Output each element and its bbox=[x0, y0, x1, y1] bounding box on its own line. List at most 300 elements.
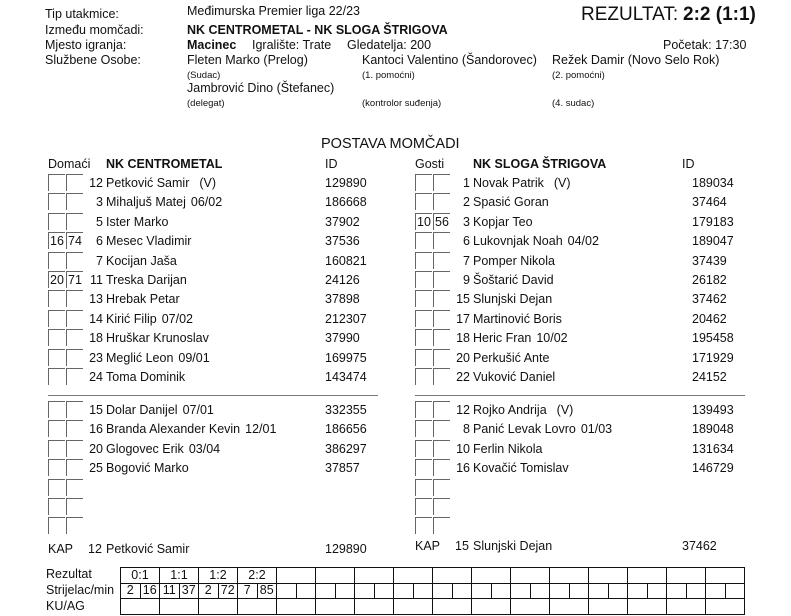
player-number: 6 bbox=[463, 234, 470, 249]
player-name bbox=[473, 215, 533, 229]
minute-box[interactable]: 71 bbox=[68, 273, 82, 287]
goal-score-cell: 0:1 bbox=[121, 568, 160, 584]
minute-box[interactable] bbox=[66, 401, 83, 418]
minute-box[interactable]: 56 bbox=[435, 214, 449, 229]
player-id: 37902 bbox=[325, 214, 360, 229]
event-box[interactable] bbox=[415, 479, 432, 496]
goal-score-cell bbox=[706, 568, 745, 584]
home-captain-number: 12 bbox=[88, 542, 102, 556]
player-name-text: Vuković Daniel bbox=[473, 370, 556, 384]
away-captain-name: Slunjski Dejan bbox=[473, 539, 553, 553]
player-extra: 06/02 bbox=[190, 195, 223, 210]
player-name-text: Hruškar Krunoslav bbox=[106, 331, 209, 346]
match-type: Međimurska Premier liga 22/23 bbox=[187, 4, 360, 18]
pitch: Igralište: Trate bbox=[252, 38, 332, 52]
player-id: 37536 bbox=[325, 234, 360, 249]
scorer-number bbox=[433, 584, 453, 599]
player-name bbox=[106, 273, 187, 287]
goal-minute: 37 bbox=[181, 582, 196, 597]
goal-minute bbox=[453, 584, 472, 599]
player-id: 186668 bbox=[325, 195, 367, 210]
minute-box[interactable] bbox=[433, 232, 450, 249]
scorer-number: 7 bbox=[238, 584, 258, 599]
minute-box[interactable] bbox=[66, 174, 83, 191]
scorer-number bbox=[355, 584, 375, 599]
player-id: 143474 bbox=[325, 370, 367, 384]
player-name bbox=[106, 215, 169, 229]
goal-kuag-cell bbox=[160, 599, 199, 615]
event-box[interactable] bbox=[48, 420, 65, 437]
player-extra: (V) bbox=[553, 176, 571, 190]
event-box[interactable] bbox=[415, 440, 432, 457]
player-name bbox=[473, 273, 554, 287]
player-name-text: Branda Alexander Kevin bbox=[106, 422, 241, 437]
event-box[interactable] bbox=[415, 290, 432, 307]
player-extra: 07/01 bbox=[182, 403, 214, 417]
venue-town: Macinec bbox=[187, 38, 237, 52]
scorer-number bbox=[472, 584, 492, 599]
minute-box[interactable] bbox=[66, 368, 83, 385]
player-name-text: Kopjar Teo bbox=[473, 214, 533, 229]
minute-box[interactable] bbox=[66, 459, 83, 476]
event-box[interactable] bbox=[415, 232, 432, 249]
scorer-minute-split bbox=[511, 584, 549, 599]
goal-score-cell bbox=[433, 568, 472, 584]
player-number: 23 bbox=[89, 350, 103, 365]
scorer-minute-split bbox=[550, 584, 588, 599]
player-number: 24 bbox=[89, 370, 103, 384]
event-box[interactable] bbox=[415, 459, 432, 476]
goal-minute bbox=[414, 584, 433, 599]
player-number: 22 bbox=[456, 370, 470, 384]
player-id: 171929 bbox=[692, 350, 734, 365]
teams-label: Između momčadi: bbox=[45, 23, 144, 37]
scorer-minute-split bbox=[667, 584, 705, 599]
player-name-text: Kovačić Tomislav bbox=[473, 461, 569, 476]
goal-scorer-cell bbox=[277, 583, 316, 599]
player-number: 1 bbox=[463, 176, 470, 190]
player-extra: 03/04 bbox=[188, 441, 221, 456]
player-id: 26182 bbox=[692, 273, 727, 287]
player-name bbox=[106, 351, 210, 365]
minute-box[interactable] bbox=[433, 479, 450, 496]
player-id: 131634 bbox=[692, 441, 734, 456]
player-id: 146729 bbox=[692, 461, 734, 476]
goal-minute bbox=[375, 584, 394, 599]
minute-box[interactable] bbox=[433, 440, 450, 457]
away-captain-id: 37462 bbox=[682, 539, 717, 553]
player-number: 18 bbox=[456, 331, 470, 346]
player-number: 18 bbox=[89, 331, 103, 346]
goals-row-label: KU/AG bbox=[46, 599, 85, 613]
minute-box[interactable] bbox=[66, 479, 83, 496]
player-number: 12 bbox=[89, 176, 103, 190]
event-box[interactable] bbox=[48, 213, 65, 230]
scorer-number: 11 bbox=[160, 584, 180, 599]
event-box[interactable]: 10 bbox=[417, 214, 431, 229]
player-extra: 01/03 bbox=[580, 422, 613, 437]
player-name-text: Martinović Boris bbox=[473, 311, 562, 326]
event-box[interactable] bbox=[48, 459, 65, 476]
player-name bbox=[473, 312, 562, 326]
event-box[interactable] bbox=[415, 401, 432, 418]
minute-box[interactable] bbox=[66, 252, 83, 269]
player-name-text: Ister Marko bbox=[106, 214, 169, 229]
goal-kuag-cell bbox=[238, 599, 277, 615]
scorer-number bbox=[550, 584, 570, 599]
goal-kuag-cell bbox=[277, 599, 316, 615]
event-box[interactable] bbox=[415, 368, 432, 385]
goal-kuag-cell bbox=[511, 599, 550, 615]
player-number: 16 bbox=[456, 461, 470, 476]
player-number: 16 bbox=[89, 422, 103, 437]
result-label: REZULTAT: bbox=[581, 4, 679, 25]
scorer-minute-split bbox=[706, 584, 744, 599]
player-id: 212307 bbox=[325, 311, 367, 326]
event-box[interactable] bbox=[48, 193, 65, 210]
player-name bbox=[106, 176, 216, 190]
minute-box[interactable] bbox=[433, 174, 450, 191]
player-number: 13 bbox=[89, 292, 103, 307]
spectators: Gledatelja: 200 bbox=[347, 38, 432, 52]
scorer-minute-split bbox=[355, 584, 393, 599]
player-name bbox=[473, 254, 555, 268]
goal-minute bbox=[648, 584, 667, 599]
goal-kuag-cell bbox=[472, 599, 511, 615]
official-role: (Sudac) bbox=[187, 70, 221, 81]
event-box[interactable] bbox=[48, 349, 65, 366]
player-extra: 10/02 bbox=[536, 331, 568, 346]
player-number: 15 bbox=[89, 403, 103, 417]
player-id: 179183 bbox=[692, 214, 734, 229]
minute-box[interactable] bbox=[66, 349, 83, 366]
event-box[interactable] bbox=[415, 329, 432, 346]
player-name bbox=[106, 234, 191, 248]
home-id-header: ID bbox=[325, 157, 338, 171]
player-number: 10 bbox=[456, 441, 470, 456]
goal-scorer-cell bbox=[511, 583, 550, 599]
player-id: 189034 bbox=[692, 176, 734, 190]
goal-minute bbox=[726, 584, 745, 599]
event-box[interactable] bbox=[48, 479, 65, 496]
player-number: 15 bbox=[456, 292, 470, 307]
minute-box[interactable] bbox=[66, 193, 83, 210]
result-value: 2:2 (1:1) bbox=[683, 4, 756, 25]
player-name bbox=[473, 176, 571, 190]
goal-score-cell bbox=[472, 568, 511, 584]
goal-scorer-cell bbox=[628, 583, 667, 599]
goal-minute bbox=[336, 584, 355, 599]
player-name-text: Kocijan Jaša bbox=[106, 253, 177, 268]
goal-score-cell bbox=[277, 568, 316, 584]
lineup-title: POSTAVA MOMČADI bbox=[321, 136, 460, 152]
player-number: 20 bbox=[456, 350, 470, 365]
official-name: Kantoci Valentino (Šandorovec) bbox=[362, 53, 537, 67]
player-id: 386297 bbox=[325, 441, 367, 456]
scorer-number bbox=[277, 584, 297, 599]
scorer-minute-split bbox=[472, 584, 510, 599]
event-box[interactable]: 20 bbox=[50, 273, 64, 287]
player-id: 37464 bbox=[692, 195, 727, 210]
goal-scorer-cell bbox=[433, 583, 472, 599]
player-number: 25 bbox=[89, 461, 103, 476]
away-captain-label: KAP bbox=[415, 539, 441, 553]
scorer-minute-split bbox=[238, 584, 276, 599]
player-id: 139493 bbox=[692, 403, 734, 417]
scorer-number bbox=[628, 584, 648, 599]
player-name-text: Hrebak Petar bbox=[106, 292, 180, 307]
goal-score-cell bbox=[316, 568, 355, 584]
official-role: (1. pomoćni) bbox=[362, 70, 415, 81]
home-side-label: Domaći bbox=[48, 157, 91, 171]
event-box[interactable] bbox=[415, 271, 432, 288]
home-captain-id: 129890 bbox=[325, 542, 367, 556]
player-id: 37439 bbox=[692, 253, 727, 268]
goal-score-cell: 1:1 bbox=[160, 568, 199, 584]
player-name-text: Mihaljuš Matej bbox=[106, 195, 186, 210]
player-name bbox=[106, 312, 193, 326]
player-number: 2 bbox=[463, 195, 470, 210]
goal-minute: 16 bbox=[142, 582, 157, 597]
minute-box[interactable] bbox=[66, 498, 83, 515]
minute-box[interactable] bbox=[433, 420, 450, 437]
goal-score-cell: 2:2 bbox=[238, 568, 277, 584]
player-id: 332355 bbox=[325, 403, 367, 417]
player-name-text: Pomper Nikola bbox=[473, 253, 555, 268]
event-box[interactable] bbox=[48, 310, 65, 327]
event-box[interactable] bbox=[48, 290, 65, 307]
home-divider bbox=[48, 395, 378, 396]
goal-scorer-cell bbox=[667, 583, 706, 599]
goal-minute bbox=[297, 584, 316, 599]
event-box[interactable] bbox=[48, 401, 65, 418]
event-box[interactable] bbox=[415, 252, 432, 269]
player-id: 186656 bbox=[325, 422, 367, 437]
event-box[interactable] bbox=[415, 420, 432, 437]
minute-box[interactable] bbox=[66, 420, 83, 437]
goal-scorer-cell bbox=[121, 583, 160, 599]
away-team-name: NK SLOGA ŠTRIGOVA bbox=[473, 157, 607, 171]
scorer-minute-split bbox=[394, 584, 432, 599]
event-box[interactable] bbox=[415, 349, 432, 366]
minute-box[interactable] bbox=[433, 329, 450, 346]
event-box[interactable] bbox=[48, 517, 65, 534]
goal-kuag-cell bbox=[121, 599, 160, 615]
kickoff-time: Početak: 17:30 bbox=[663, 38, 747, 52]
goal-scorer-cell bbox=[472, 583, 511, 599]
goal-kuag-cell bbox=[433, 599, 472, 615]
player-number: 3 bbox=[463, 214, 470, 229]
goals-row-label: Rezultat bbox=[46, 567, 92, 581]
goal-scorer-cell bbox=[199, 583, 238, 599]
goal-kuag-cell bbox=[667, 599, 706, 615]
home-captain-label: KAP bbox=[48, 542, 74, 556]
goal-scorer-cell bbox=[394, 583, 433, 599]
minute-box[interactable] bbox=[66, 329, 83, 346]
minute-box[interactable] bbox=[433, 252, 450, 269]
event-box[interactable] bbox=[48, 174, 65, 191]
minute-box[interactable] bbox=[66, 517, 83, 534]
event-box[interactable] bbox=[415, 174, 432, 191]
goal-minute: 72 bbox=[220, 582, 235, 597]
scorer-minute-split bbox=[277, 584, 315, 599]
goal-kuag-cell bbox=[628, 599, 667, 615]
player-name-text: Heric Fran bbox=[473, 331, 532, 346]
player-number: 5 bbox=[96, 214, 103, 229]
player-name bbox=[473, 331, 568, 345]
player-name bbox=[473, 461, 569, 475]
player-name bbox=[106, 292, 180, 306]
player-number: 3 bbox=[96, 195, 103, 210]
player-name-text: Dolar Danijel bbox=[106, 403, 178, 417]
home-captain-name: Petković Samir bbox=[106, 542, 190, 556]
player-name-text: Treska Darijan bbox=[106, 273, 187, 287]
player-id: 37898 bbox=[325, 292, 360, 307]
goal-score-cell bbox=[550, 568, 589, 584]
event-box[interactable] bbox=[48, 252, 65, 269]
scorer-minute-split bbox=[199, 584, 237, 599]
player-id: 24152 bbox=[692, 370, 727, 384]
player-name-text: Petković Samir bbox=[106, 176, 190, 190]
venue-label: Mjesto igranja: bbox=[45, 38, 127, 52]
player-number: 8 bbox=[463, 422, 470, 437]
away-id-header: ID bbox=[682, 157, 695, 171]
scorer-number bbox=[316, 584, 336, 599]
goal-minute bbox=[687, 584, 706, 599]
goal-score-cell: 1:2 bbox=[199, 568, 238, 584]
player-name-text: Spasić Goran bbox=[473, 195, 549, 210]
player-name bbox=[473, 442, 542, 456]
event-box[interactable]: 16 bbox=[50, 234, 64, 249]
player-name-text: Glogovec Erik bbox=[106, 441, 184, 456]
official-role: (kontrolor suđenja) bbox=[362, 98, 442, 109]
event-box[interactable] bbox=[48, 498, 65, 515]
minute-box[interactable] bbox=[66, 440, 83, 457]
minute-box[interactable] bbox=[433, 349, 450, 366]
goal-scorer-cell bbox=[706, 583, 745, 599]
player-name bbox=[473, 351, 549, 365]
event-box[interactable] bbox=[415, 498, 432, 515]
minute-box[interactable] bbox=[66, 310, 83, 327]
player-name bbox=[106, 254, 177, 268]
player-name bbox=[106, 461, 189, 475]
player-number: 12 bbox=[456, 403, 470, 417]
scorer-number: 2 bbox=[121, 584, 141, 599]
goal-scorer-cell bbox=[316, 583, 355, 599]
match-teams: NK CENTROMETAL - NK SLOGA ŠTRIGOVA bbox=[187, 23, 448, 37]
minute-box[interactable] bbox=[433, 459, 450, 476]
goal-scorer-cell bbox=[238, 583, 277, 599]
event-box[interactable] bbox=[48, 440, 65, 457]
minute-box[interactable]: 74 bbox=[68, 234, 82, 249]
player-name-text: Rojko Andrija bbox=[473, 403, 547, 417]
player-name-text: Šoštarić David bbox=[473, 273, 554, 287]
player-name-text: Novak Patrik bbox=[473, 176, 544, 190]
player-id: 129890 bbox=[325, 176, 367, 190]
player-id: 160821 bbox=[325, 253, 367, 268]
player-number: 17 bbox=[456, 311, 470, 326]
player-id: 195458 bbox=[692, 331, 734, 346]
goals-table bbox=[120, 567, 745, 615]
player-number: 7 bbox=[96, 253, 103, 268]
goal-kuag-cell bbox=[355, 599, 394, 615]
goal-kuag-cell bbox=[199, 599, 238, 615]
goal-score-cell bbox=[628, 568, 667, 584]
goal-scorer-cell bbox=[550, 583, 589, 599]
minute-box[interactable] bbox=[66, 213, 83, 230]
player-name bbox=[473, 195, 549, 209]
event-box[interactable] bbox=[48, 329, 65, 346]
goal-scorer-cell bbox=[589, 583, 628, 599]
player-id: 169975 bbox=[325, 350, 367, 365]
player-extra: 09/01 bbox=[178, 350, 210, 365]
player-id: 189047 bbox=[692, 234, 734, 249]
minute-box[interactable] bbox=[433, 368, 450, 385]
minute-box[interactable] bbox=[433, 271, 450, 288]
goal-score-cell bbox=[394, 568, 433, 584]
away-divider bbox=[415, 395, 745, 396]
minute-box[interactable] bbox=[433, 498, 450, 515]
official-role: (delegat) bbox=[187, 98, 225, 109]
player-id: 20462 bbox=[692, 311, 727, 326]
goal-minute bbox=[492, 584, 511, 599]
player-extra: (V) bbox=[556, 403, 574, 417]
goals-row-label: Strijelac/min bbox=[46, 583, 115, 597]
event-box[interactable] bbox=[415, 310, 432, 327]
minute-box[interactable] bbox=[433, 310, 450, 327]
player-number: 9 bbox=[463, 273, 470, 287]
player-name-text: Ferlin Nikola bbox=[473, 441, 543, 456]
minute-box[interactable] bbox=[433, 193, 450, 210]
event-box[interactable] bbox=[415, 517, 432, 534]
scorer-number bbox=[394, 584, 414, 599]
goal-minute: 85 bbox=[259, 582, 274, 597]
scorer-minute-split bbox=[160, 584, 198, 599]
player-name-text: Slunjski Dejan bbox=[473, 292, 553, 307]
goal-score-cell bbox=[355, 568, 394, 584]
player-number: 7 bbox=[463, 253, 470, 268]
player-name-text: Mesec Vladimir bbox=[106, 234, 192, 249]
player-name bbox=[106, 442, 220, 456]
player-number: 14 bbox=[89, 311, 103, 326]
scorer-number bbox=[589, 584, 609, 599]
player-name bbox=[473, 234, 599, 248]
player-name bbox=[473, 422, 612, 436]
player-name-text: Kirić Filip bbox=[106, 311, 157, 326]
goal-score-cell bbox=[589, 568, 628, 584]
goal-scorer-cell bbox=[355, 583, 394, 599]
minute-box[interactable] bbox=[433, 517, 450, 534]
player-extra: (V) bbox=[199, 176, 217, 190]
scorer-number bbox=[667, 584, 687, 599]
player-name bbox=[106, 403, 214, 417]
goal-kuag-cell bbox=[589, 599, 628, 615]
away-side-label: Gosti bbox=[415, 157, 445, 171]
scorer-minute-split bbox=[433, 584, 471, 599]
official-role: (4. sudac) bbox=[552, 98, 595, 109]
match-type-label: Tip utakmice: bbox=[45, 7, 119, 21]
player-name bbox=[106, 370, 185, 384]
minute-box[interactable] bbox=[66, 290, 83, 307]
minute-box[interactable] bbox=[433, 290, 450, 307]
event-box[interactable] bbox=[415, 193, 432, 210]
player-number: 11 bbox=[90, 273, 103, 287]
minute-box[interactable] bbox=[433, 401, 450, 418]
scorer-number bbox=[706, 584, 726, 599]
goal-kuag-cell bbox=[394, 599, 433, 615]
player-name-text: Bogović Marko bbox=[106, 461, 189, 476]
event-box[interactable] bbox=[48, 368, 65, 385]
